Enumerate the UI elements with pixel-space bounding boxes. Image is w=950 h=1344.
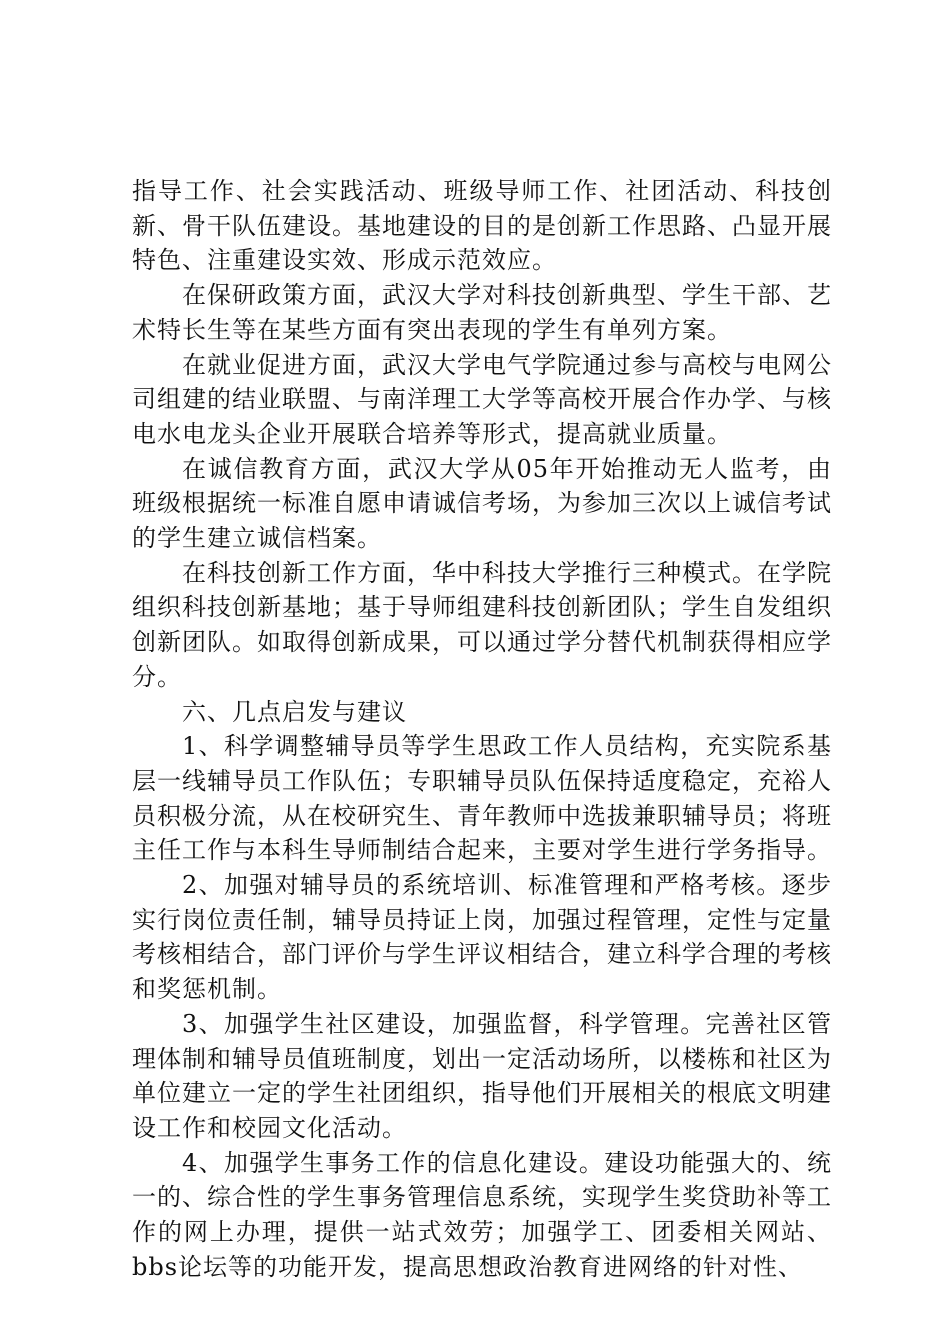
suggestion-item-4: 4、加强学生事务工作的信息化建设。建设功能强大的、统一的、综合性的学生事务管理信息系统，实现学生奖贷助补等工作的网上办理，提供一站式效劳；加强学工、团委相关网站、bbs论坛等的功能开发，提高思想政治教育进网络的针对性、 xyxy=(132,1148,832,1281)
suggestion-item-2: 2、加强对辅导员的系统培训、标准管理和严格考核。逐步实行岗位责任制，辅导员持证上岗，加强过程管理，定性与定量考核相结合，部门评价与学生评议相结合，建立科学合理的考核和奖惩机制。 xyxy=(132,871,832,1004)
suggestion-item-1: 1、科学调整辅导员等学生思政工作人员结构，充实院系基层一线辅导员工作队伍；专职辅导员队伍保持适度稳定，充裕人员积极分流，从在校研究生、青年教师中选拔兼职辅导员；将班主任工作与本科生导师制结合起来，主要对学生进行学务指导。 xyxy=(132,732,832,865)
paragraph-integrity-education: 在诚信教育方面，武汉大学从05年开始推动无人监考，由班级根据统一标准自愿申请诚信考场，为参加三次以上诚信考试的学生建立诚信档案。 xyxy=(132,454,832,553)
section-heading-suggestions: 六、几点启发与建议 xyxy=(182,697,407,726)
document-body xyxy=(132,174,832,1285)
paragraph-base-construction: 指导工作、社会实践活动、班级导师工作、社团活动、科技创新、骨干队伍建设。基地建设的目的是创新工作思路、凸显开展特色、注重建设实效、形成示范效应。 xyxy=(132,177,832,275)
paragraph-postgrad-policy: 在保研政策方面，武汉大学对科技创新典型、学生干部、艺术特长生等在某些方面有突出表现的学生有单列方案。 xyxy=(132,281,832,344)
suggestion-item-3: 3、加强学生社区建设，加强监督，科学管理。完善社区管理体制和辅导员值班制度，划出一定活动场所，以楼栋和社区为单位建立一定的学生社团组织，指导他们开展相关的根底文明建设工作和校园文化活动。 xyxy=(132,1009,832,1142)
paragraph-employment: 在就业促进方面，武汉大学电气学院通过参与高校与电网公司组建的结业联盟、与南洋理工大学等高校开展合作办学、与核电水电龙头企业开展联合培养等形式，提高就业质量。 xyxy=(132,350,832,448)
paragraph-tech-innovation: 在科技创新工作方面，华中科技大学推行三种模式。在学院组织科技创新基地；基于导师组建科技创新团队；学生自发组织创新团队。如取得创新成果，可以通过学分替代机制获得相应学分。 xyxy=(132,558,832,691)
